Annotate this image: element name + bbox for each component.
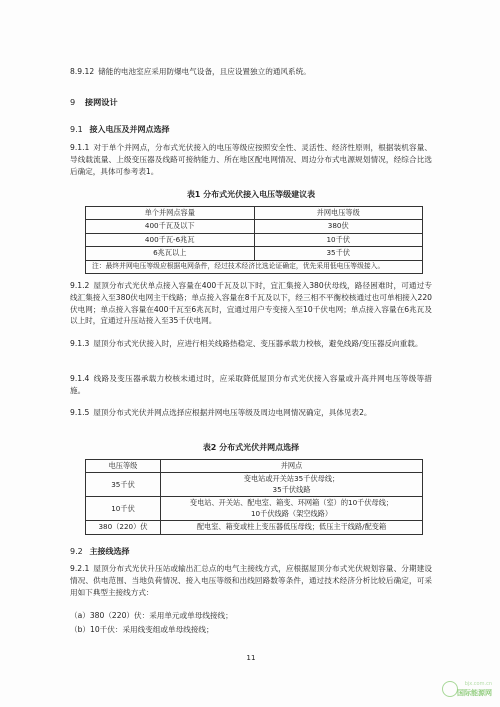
clause-9-1-2: 9.1.2 屋顶分布式光伏单点接入容量在400千瓦及以下时，宜汇集接入380伏母线，路径困难时，可通过专线汇集接入至380伏电网主干线路；单点接入容量在8千瓦及以下，经三相不平衡校核通过也可单相接入220伏电网；单点接入容量在400千瓦至6兆瓦时，宜通过用户专变接入至10千伏电网；单点接入容量在6兆瓦及以上时，宜通过升压站接入至35千伏电网。 bbox=[70, 281, 432, 326]
section-9-2-heading: 9.2 主接线选择 bbox=[70, 547, 130, 556]
table-cell: 380伏 bbox=[254, 220, 423, 233]
table-cell: 35千伏 bbox=[254, 247, 423, 260]
table-row bbox=[86, 247, 423, 260]
table-cell: 配电室、箱变或柱上变压器低压母线；低压主干线路/配变箱 bbox=[161, 521, 423, 534]
section-9-1-heading: 9.1 接入电压及并网点选择 bbox=[70, 125, 170, 134]
table-cell: 变电站或开关站35千伏母线； 35千伏线路 bbox=[161, 473, 423, 497]
table-2-header-level: 电压等级 bbox=[86, 460, 161, 473]
table-cell: 变电站、开关站、配电室、箱变、环网箱（室）的10千伏母线； 10千伏线路（架空线路） bbox=[161, 497, 423, 521]
page-number: 11 bbox=[246, 653, 256, 662]
table-row bbox=[86, 473, 423, 497]
watermark-logo: bjx.com.cn 国际能源网 bbox=[442, 679, 494, 703]
table-1-caption: 表1 分布式光伏接入电压等级建议表 bbox=[186, 190, 316, 199]
clause-9-1-3: 9.1.3 屋顶分布式光伏接入时，应进行相关线路热稳定、变压器承载力校核，避免线路/变压器反向重载。 bbox=[70, 339, 423, 348]
watermark-circle-icon bbox=[442, 681, 458, 697]
section-9-heading: 9 接网设计 bbox=[70, 97, 118, 107]
table-cell: 35千伏 bbox=[86, 473, 161, 497]
clause-9-2-1: 9.2.1 屋顶分布式光伏升压站或输出汇总点的电气主接线方式，应根据屋顶分布式光伏规划容量、分期建设情况、供电范围、当地负荷情况、接入电压等级和出线回路数等条件，通过技术经济分析比较后确定，可采用如下典型主接线方式： bbox=[70, 564, 432, 597]
list-item: （b）10千伏：采用线变组或单母线接线； bbox=[70, 625, 214, 634]
clause-9-1-5: 9.1.5 屋顶分布式光伏并网点选择应根据并网电压等级及周边电网情况确定，具体见表2。 bbox=[70, 408, 372, 417]
table-cell: 10千伏 bbox=[254, 233, 423, 246]
table-2-header-point: 并网点 bbox=[161, 460, 423, 473]
table-cell: 400千瓦-6兆瓦 bbox=[86, 233, 255, 246]
table-row bbox=[86, 521, 423, 534]
clause-9-1-4: 9.1.4 线路及变压器承载力校核未通过时，应采取降低屋顶分布式光伏接入容量或升高并网电压等级等措施。 bbox=[70, 374, 432, 395]
clause-8-9-12: 8.9.12 储能的电池室应采用防爆电气设备，且应设置独立的通风系统。 bbox=[70, 67, 311, 76]
table-1-note: 注：最终并网电压等级应根据电网条件，经过技术经济比选论证确定，优先采用低电压等级接入。 bbox=[86, 260, 423, 273]
table-row bbox=[86, 233, 423, 246]
table-row bbox=[86, 207, 423, 220]
table-row bbox=[86, 460, 423, 473]
clause-9-1-1: 9.1.1 对于单个并网点，分布式光伏接入的电压等级应按照安全性、灵活性、经济性原则，根据装机容量、导线载流量、上级变压器及线路可接纳能力、所在地区配电网情况、周边分布式电源规划情况，经综合比选后确定，具体可参考表1。 bbox=[70, 143, 432, 176]
list-item: （a）380（220）伏：采用单元或单母线接线； bbox=[70, 611, 233, 620]
table-cell: 6兆瓦以上 bbox=[86, 247, 255, 260]
table-2 bbox=[85, 459, 423, 535]
table-cell: 380（220）伏 bbox=[86, 521, 161, 534]
table-row bbox=[86, 497, 423, 521]
table-1 bbox=[85, 206, 423, 274]
table-1-header-capacity: 单个并网点容量 bbox=[86, 207, 255, 220]
table-row bbox=[86, 260, 423, 273]
table-1-header-voltage: 并网电压等级 bbox=[254, 207, 423, 220]
table-2-caption: 表2 分布式光伏并网点选择 bbox=[202, 443, 300, 452]
table-cell: 10千伏 bbox=[86, 497, 161, 521]
table-cell: 400千瓦及以下 bbox=[86, 220, 255, 233]
table-row bbox=[86, 220, 423, 233]
